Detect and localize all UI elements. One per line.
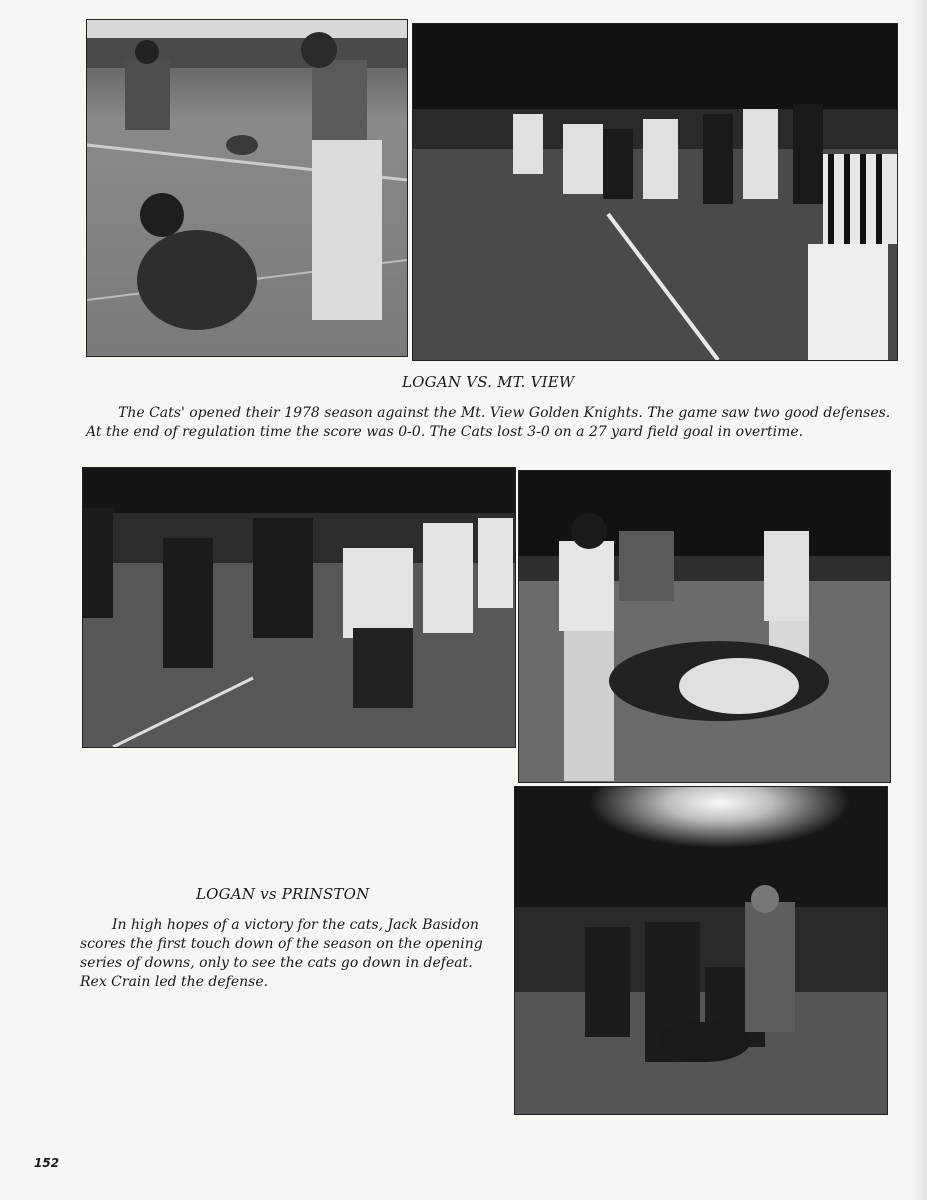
photo-night-scrimmage-referee <box>412 23 898 361</box>
photo-players-daytime <box>86 19 408 357</box>
photo-pileup-77-16 <box>518 470 891 783</box>
photo-night-scrimmage-line <box>82 467 516 748</box>
page-edge-shadow <box>911 0 927 1200</box>
section-body-mt-view <box>86 404 898 442</box>
section-title-prinston: LOGAN vs PRINSTON <box>196 885 370 903</box>
photo-night-play-stadium-light <box>514 786 888 1115</box>
section-body-prinston-text: In high hopes of a victory for the cats, Jack Basidon scores the first touch down of the season on the opening series of downs, only to see the cats go down in defeat. Rex Crain led the defense. <box>80 917 483 990</box>
page-number: 152 <box>34 1156 60 1170</box>
section-body-mt-view-text: The Cats' opened their 1978 season against the Mt. View Golden Knights. The game saw two good defenses. At the end of regulation time the score was 0-0. The Cats lost 3-0 on a 27 yard field goal in overtime. <box>86 405 891 440</box>
section-title-mt-view: LOGAN VS. MT. VIEW <box>402 373 575 391</box>
section-body-prinston <box>80 916 490 992</box>
